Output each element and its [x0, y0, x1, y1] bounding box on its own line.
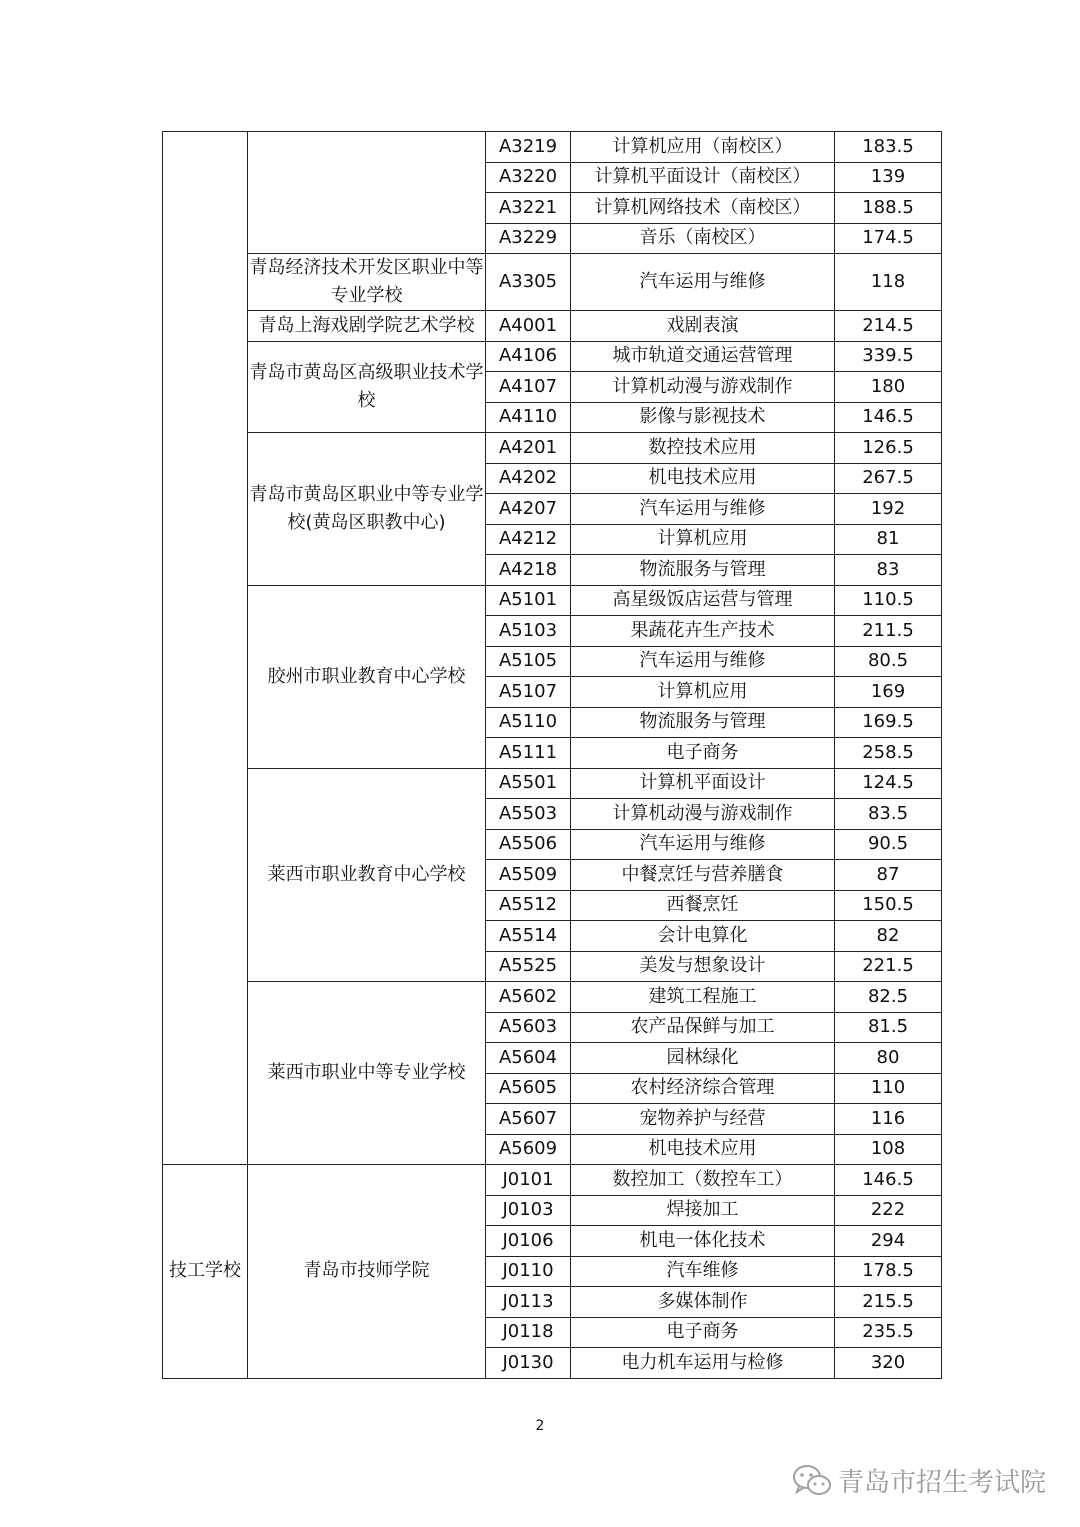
major-name-cell: 计算机应用（南校区）: [571, 132, 835, 163]
school-name-cell: 青岛市黄岛区高级职业技术学校: [248, 341, 486, 433]
score-cell: 339.5: [835, 341, 942, 372]
score-cell: 80.5: [835, 646, 942, 677]
score-cell: 126.5: [835, 433, 942, 464]
major-name-cell: 西餐烹饪: [571, 890, 835, 921]
score-cell: 235.5: [835, 1317, 942, 1348]
major-name-cell: 焊接加工: [571, 1195, 835, 1226]
school-name-cell: 青岛上海戏剧学院艺术学校: [248, 311, 486, 342]
major-name-cell: 宠物养护与经营: [571, 1104, 835, 1135]
major-name-cell: 计算机平面设计（南校区）: [571, 162, 835, 193]
school-type-cell: 技工学校: [163, 1165, 248, 1379]
major-code-cell: A3221: [486, 193, 571, 224]
score-cell: 110.5: [835, 585, 942, 616]
major-code-cell: A4201: [486, 433, 571, 464]
score-cell: 146.5: [835, 1165, 942, 1196]
score-cell: 294: [835, 1226, 942, 1257]
major-code-cell: A5107: [486, 677, 571, 708]
score-cell: 146.5: [835, 402, 942, 433]
major-name-cell: 汽车运用与维修: [571, 829, 835, 860]
major-name-cell: 会计电算化: [571, 921, 835, 952]
major-name-cell: 电力机车运用与检修: [571, 1348, 835, 1379]
major-code-cell: J0118: [486, 1317, 571, 1348]
table-row: [163, 311, 942, 342]
score-cell: 116: [835, 1104, 942, 1135]
score-cell: 110: [835, 1073, 942, 1104]
score-cell: 80: [835, 1043, 942, 1074]
major-code-cell: A5101: [486, 585, 571, 616]
table-row: [163, 341, 942, 372]
major-code-cell: J0106: [486, 1226, 571, 1257]
score-cell: 82.5: [835, 982, 942, 1013]
major-name-cell: 园林绿化: [571, 1043, 835, 1074]
major-name-cell: 计算机应用: [571, 677, 835, 708]
school-name-cell: 青岛经济技术开发区职业中等专业学校: [248, 254, 486, 311]
score-cell: 83: [835, 555, 942, 586]
score-cell: 221.5: [835, 951, 942, 982]
major-code-cell: A5525: [486, 951, 571, 982]
score-cell: 87: [835, 860, 942, 891]
major-code-cell: A4107: [486, 372, 571, 403]
table-row: [163, 433, 942, 464]
watermark: [792, 1462, 1046, 1499]
score-cell: 124.5: [835, 768, 942, 799]
major-name-cell: 计算机动漫与游戏制作: [571, 372, 835, 403]
major-name-cell: 美发与想象设计: [571, 951, 835, 982]
major-code-cell: A4001: [486, 311, 571, 342]
table-row: [163, 585, 942, 616]
school-name-cell: [248, 132, 486, 254]
major-name-cell: 物流服务与管理: [571, 707, 835, 738]
major-code-cell: A3219: [486, 132, 571, 163]
page-number: 2: [535, 1418, 545, 1434]
major-name-cell: 建筑工程施工: [571, 982, 835, 1013]
score-cell: 139: [835, 162, 942, 193]
major-code-cell: A5607: [486, 1104, 571, 1135]
major-name-cell: 机电一体化技术: [571, 1226, 835, 1257]
major-name-cell: 计算机动漫与游戏制作: [571, 799, 835, 830]
score-cell: 169: [835, 677, 942, 708]
score-cell: 82: [835, 921, 942, 952]
major-name-cell: 物流服务与管理: [571, 555, 835, 586]
major-code-cell: A5603: [486, 1012, 571, 1043]
major-name-cell: 多媒体制作: [571, 1287, 835, 1318]
major-code-cell: A4218: [486, 555, 571, 586]
score-cell: 178.5: [835, 1256, 942, 1287]
major-name-cell: 汽车维修: [571, 1256, 835, 1287]
major-code-cell: A5105: [486, 646, 571, 677]
admission-score-table: [162, 131, 942, 1379]
major-code-cell: J0130: [486, 1348, 571, 1379]
score-cell: 83.5: [835, 799, 942, 830]
major-code-cell: A5605: [486, 1073, 571, 1104]
major-code-cell: A5503: [486, 799, 571, 830]
major-name-cell: 果蔬花卉生产技术: [571, 616, 835, 647]
major-code-cell: A4212: [486, 524, 571, 555]
score-cell: 188.5: [835, 193, 942, 224]
school-name-cell: 莱西市职业教育中心学校: [248, 768, 486, 982]
major-code-cell: A3305: [486, 254, 571, 311]
school-type-cell: [163, 132, 248, 1165]
score-cell: 258.5: [835, 738, 942, 769]
major-name-cell: 汽车运用与维修: [571, 254, 835, 311]
major-name-cell: 农产品保鲜与加工: [571, 1012, 835, 1043]
major-code-cell: A5506: [486, 829, 571, 860]
major-name-cell: 计算机应用: [571, 524, 835, 555]
major-code-cell: A3229: [486, 223, 571, 254]
score-cell: 180: [835, 372, 942, 403]
major-code-cell: A5514: [486, 921, 571, 952]
school-name-cell: 青岛市技师学院: [248, 1165, 486, 1379]
major-name-cell: 机电技术应用: [571, 463, 835, 494]
major-name-cell: 电子商务: [571, 1317, 835, 1348]
table-row: [163, 1165, 942, 1196]
score-cell: 90.5: [835, 829, 942, 860]
major-code-cell: A5111: [486, 738, 571, 769]
table-row: [163, 982, 942, 1013]
major-name-cell: 计算机平面设计: [571, 768, 835, 799]
major-code-cell: A4110: [486, 402, 571, 433]
score-cell: 267.5: [835, 463, 942, 494]
table-row: [163, 768, 942, 799]
score-cell: 211.5: [835, 616, 942, 647]
watermark-text: 青岛市招生考试院: [837, 1468, 1046, 1498]
score-cell: 320: [835, 1348, 942, 1379]
major-code-cell: J0101: [486, 1165, 571, 1196]
table-row: [163, 132, 942, 163]
major-name-cell: 中餐烹饪与营养膳食: [571, 860, 835, 891]
major-name-cell: 戏剧表演: [571, 311, 835, 342]
major-name-cell: 影像与影视技术: [571, 402, 835, 433]
major-code-cell: A4207: [486, 494, 571, 525]
score-cell: 150.5: [835, 890, 942, 921]
school-name-cell: 莱西市职业中等专业学校: [248, 982, 486, 1165]
major-code-cell: A5602: [486, 982, 571, 1013]
major-code-cell: J0103: [486, 1195, 571, 1226]
school-name-cell: 青岛市黄岛区职业中等专业学校(黄岛区职教中心): [248, 433, 486, 586]
school-name-cell: 胶州市职业教育中心学校: [248, 585, 486, 768]
major-code-cell: A5512: [486, 890, 571, 921]
score-cell: 183.5: [835, 132, 942, 163]
score-cell: 174.5: [835, 223, 942, 254]
table-row: [163, 254, 942, 311]
score-cell: 81.5: [835, 1012, 942, 1043]
score-cell: 215.5: [835, 1287, 942, 1318]
major-code-cell: A4106: [486, 341, 571, 372]
score-cell: 169.5: [835, 707, 942, 738]
major-name-cell: 农村经济综合管理: [571, 1073, 835, 1104]
major-name-cell: 计算机网络技术（南校区）: [571, 193, 835, 224]
major-code-cell: A5609: [486, 1134, 571, 1165]
score-cell: 108: [835, 1134, 942, 1165]
score-cell: 222: [835, 1195, 942, 1226]
score-cell: 214.5: [835, 311, 942, 342]
major-name-cell: 音乐（南校区）: [571, 223, 835, 254]
major-code-cell: A5501: [486, 768, 571, 799]
major-code-cell: J0113: [486, 1287, 571, 1318]
major-code-cell: J0110: [486, 1256, 571, 1287]
major-name-cell: 数控技术应用: [571, 433, 835, 464]
major-name-cell: 高星级饭店运营与管理: [571, 585, 835, 616]
score-cell: 81: [835, 524, 942, 555]
major-name-cell: 电子商务: [571, 738, 835, 769]
score-cell: 118: [835, 254, 942, 311]
major-name-cell: 数控加工（数控车工）: [571, 1165, 835, 1196]
major-code-cell: A3220: [486, 162, 571, 193]
major-name-cell: 汽车运用与维修: [571, 494, 835, 525]
major-name-cell: 机电技术应用: [571, 1134, 835, 1165]
major-code-cell: A5509: [486, 860, 571, 891]
wechat-icon: [792, 1464, 832, 1498]
major-name-cell: 城市轨道交通运营管理: [571, 341, 835, 372]
major-code-cell: A5103: [486, 616, 571, 647]
major-name-cell: 汽车运用与维修: [571, 646, 835, 677]
major-code-cell: A5110: [486, 707, 571, 738]
major-code-cell: A4202: [486, 463, 571, 494]
score-cell: 192: [835, 494, 942, 525]
major-code-cell: A5604: [486, 1043, 571, 1074]
